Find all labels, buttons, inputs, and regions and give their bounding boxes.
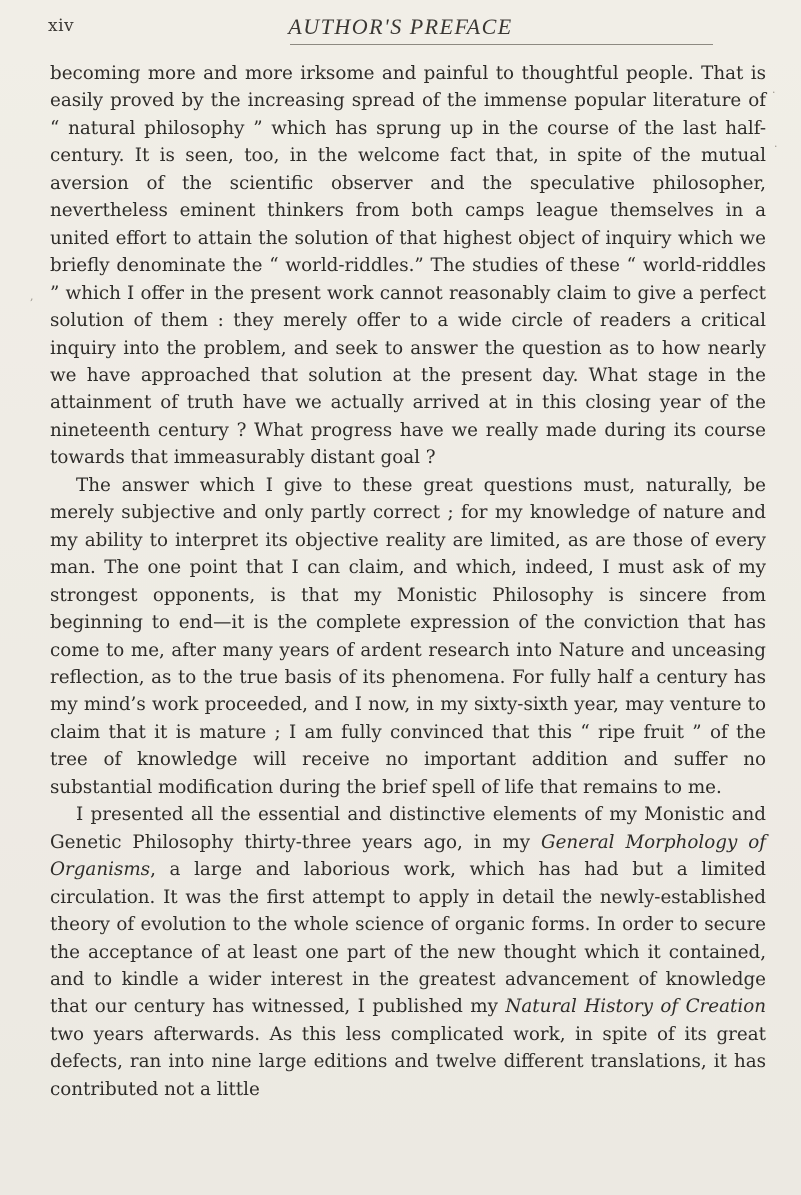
paragraph-3: I presented all the essential and distinctive elements of my Monistic and Genetic Philosophy thirty-three years ago, in my General Morphology of Organisms, a large and laborious work, which has had but a limited circulation. It was the first attempt to apply in detail the newly-established theory of evolution to the whole science of organic forms. In order to secure the acceptance of at least one part of the new thought which it contained, and to kindle a wider interest in the greatest advancement of knowledge that our century has witnessed, I published my Natural History of Creation two years afterwards. As this less complicated work, in spite of its great defects, ran into nine large editions and twelve different translations, it has contributed not a little xyxy=(50,804,767,1100)
paragraph-2: The answer which I give to these great questions must, naturally, be merely subjective and only partly correct ; for my knowledge of nature and my ability to interpret its objective reality are limited, as are those of every man. The one point that I can claim, and which, indeed, I must ask of my strongest opponents, is that my Monistic Philosophy is sincere from beginning to end—it is the complete expression of the conviction that has come to me, after many years of ardent research into Nature and unceasing reflection, as to the true basis of its phenomena. For fully half a century has my mind’s work proceeded, and I now, in my sixty-sixth year, may venture to claim that it is mature ; I am fully convinced that this “ ripe fruit ” of the tree of knowledge will receive no important addition and suffer no substantial modification during the brief spell of life that remains to me. xyxy=(50,474,766,798)
running-head: AUTHOR'S PREFACE xyxy=(288,14,513,39)
page-speck: · xyxy=(772,86,776,99)
page-speck: · xyxy=(774,140,778,153)
page-speck: , xyxy=(30,290,34,303)
body-text xyxy=(50,60,766,1103)
page-header xyxy=(40,14,761,42)
paragraph-1: becoming more and more irksome and painful to thoughtful people. That is easily proved by the increasing spread of the immense popular literature of “ natural philosophy ” which has sprung up in the course of the last half-century. It is seen, too, in the welcome fact that, in spite of the mutual aversion of the scientific observer and the speculative philosopher, nevertheless eminent thinkers from both camps league themselves in a united effort to attain the solution of that highest object of inquiry which we briefly denominate the “ world-riddles.” The studies of these “ world-riddles ” which I offer in the present work cannot reasonably claim to give a perfect solution of them : they merely offer to a wide circle of readers a critical inquiry into the problem, and seek to answer the question as to how nearly we have approached that solution at the present day. What stage in the attainment of truth have we actually arrived at in this closing year of the nineteenth century ? What progress have we really made during its course towards that immeasurably distant goal ? xyxy=(50,63,766,469)
book-title-general-morphology: General Morphology of Organisms xyxy=(50,831,767,881)
header-rule xyxy=(290,44,713,45)
book-title-natural-history: Natural History of Creation xyxy=(505,996,766,1018)
page-number: xiv xyxy=(48,16,75,36)
